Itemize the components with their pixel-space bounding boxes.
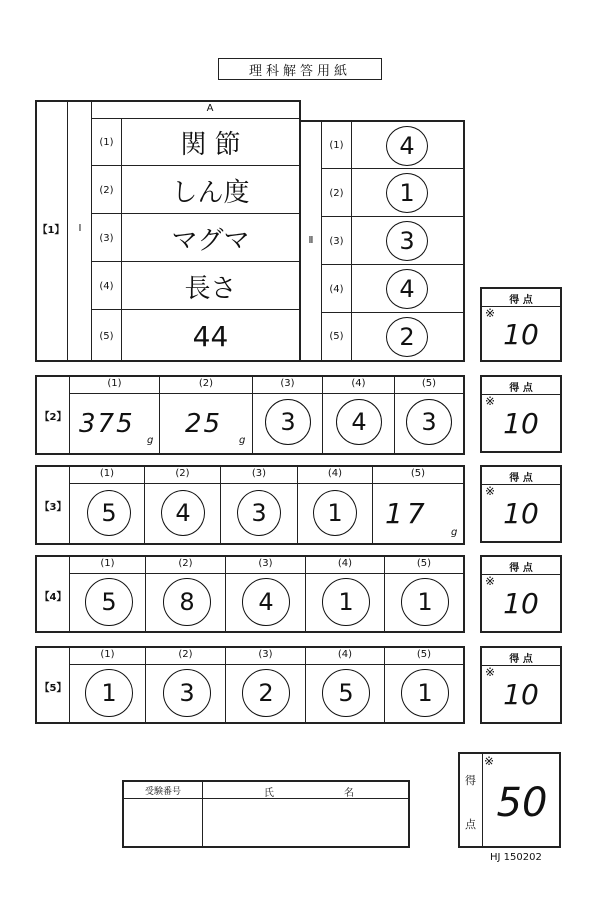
total-score-mark: ※	[484, 754, 495, 768]
q2-header-line	[70, 393, 463, 394]
name-field[interactable]	[204, 800, 406, 844]
q3-num: (3)	[251, 468, 267, 479]
q2-num: (5)	[421, 378, 437, 389]
q5-num: (5)	[416, 649, 432, 660]
q4-answer-circle: 8	[163, 578, 211, 626]
q3-score-box	[480, 465, 562, 543]
q3-answer: 17	[385, 497, 429, 530]
q2-num: (2)	[198, 378, 214, 389]
q5-answer-circle: 1	[401, 669, 449, 717]
q1-part2-num: (5)	[329, 331, 344, 342]
q1-part1-num: (5)	[99, 330, 114, 342]
q4-score-box	[480, 555, 562, 633]
q4-num: (4)	[337, 558, 353, 569]
page-title	[218, 58, 382, 80]
q1-part2-row	[322, 169, 463, 217]
question-5-block	[35, 646, 465, 724]
q5-score-value: 10	[503, 677, 539, 711]
q3-unit: g	[451, 527, 458, 538]
q3-num: (1)	[99, 468, 115, 479]
total-label-1: 得	[465, 774, 476, 787]
q1-part1-num: (4)	[99, 280, 114, 292]
q2-answer: 375	[79, 409, 135, 439]
question-4-block	[35, 555, 465, 633]
q1-part2-row	[322, 313, 463, 360]
q5-score-label: 得 点	[509, 654, 533, 665]
q2-unit: g	[239, 435, 246, 446]
q4-num: (1)	[100, 558, 115, 569]
q4-score-mark: ※	[485, 574, 496, 588]
q2-score-mark: ※	[485, 394, 496, 408]
q2-score-box	[480, 375, 562, 453]
q4-answer-circle: 1	[322, 578, 370, 626]
q4-num: (2)	[178, 558, 193, 569]
q2-score-label: 得 点	[509, 383, 533, 394]
q1-part2-answer-circle: 4	[386, 126, 428, 166]
q1-part2-num: (4)	[329, 283, 344, 295]
q1-part1-num: (1)	[99, 136, 114, 148]
total-score-box	[458, 752, 561, 848]
q1-part2-row	[322, 122, 463, 169]
q3-answer-circle: 1	[313, 490, 357, 536]
q1-part2-rows	[322, 122, 463, 360]
q1-part1-row	[92, 166, 299, 214]
q5-answer-circle: 3	[163, 669, 211, 717]
q4-answer-circle: 4	[242, 578, 290, 626]
q3-answer-circle: 4	[161, 490, 205, 536]
q4-header-line	[70, 573, 463, 574]
q4-score-label: 得 点	[509, 563, 533, 574]
q2-answer: 25	[185, 409, 223, 439]
q2-label: 【2】	[39, 411, 67, 423]
q2-answer-circle: 3	[406, 399, 452, 445]
q1-part1-answer: しん度	[171, 177, 250, 208]
q1-part1-label: Ⅰ	[78, 222, 82, 234]
q1-part1-row	[92, 262, 299, 310]
q5-num: (1)	[100, 649, 115, 660]
q1-score-mark: ※	[485, 306, 496, 320]
q5-num: (4)	[337, 649, 353, 660]
q1-right-edge	[299, 118, 300, 362]
q1-label: 【1】	[37, 224, 65, 236]
q5-answer-circle: 5	[322, 669, 370, 717]
question-3-block	[35, 465, 465, 545]
q1-score-label: 得 点	[509, 295, 533, 306]
q2-answer-circle: 3	[265, 399, 311, 445]
q1-part2-answer-circle: 3	[386, 221, 428, 261]
examinee-info-box	[122, 780, 410, 848]
q1-part2-answer-circle: 4	[386, 269, 428, 309]
info-col-line	[202, 782, 203, 846]
q1-part1-answer: マグマ	[171, 225, 250, 256]
q3-label: 【3】	[39, 501, 67, 513]
q1-score-value: 10	[503, 317, 539, 351]
q5-score-mark: ※	[485, 665, 496, 679]
q3-answer-circle: 5	[87, 490, 131, 536]
q3-score-value: 10	[503, 496, 539, 530]
q4-answer-circle: 5	[85, 578, 133, 626]
q4-num: (5)	[416, 558, 432, 569]
q3-score-mark: ※	[485, 484, 496, 498]
question-1-block	[35, 100, 465, 362]
q4-label: 【4】	[39, 591, 67, 603]
q1-part2-label: Ⅱ	[308, 234, 314, 246]
q5-num: (3)	[258, 649, 273, 660]
q1-part2-answer-circle: 2	[386, 317, 428, 357]
exam-number-label: 受験番号	[144, 787, 181, 797]
q5-answer-circle: 2	[242, 669, 290, 717]
total-score-value: 50	[496, 780, 548, 826]
q1-part2-num: (3)	[329, 235, 344, 247]
q1-part1-answer: 長さ	[184, 273, 237, 304]
q4-answer-circle: 1	[401, 578, 449, 626]
q2-num: (3)	[280, 378, 295, 389]
q1-part1-row	[92, 118, 299, 166]
question-2-block	[35, 375, 465, 455]
q3-num: (5)	[410, 468, 426, 479]
total-label-2: 点	[465, 818, 476, 831]
q1-part2-answer-circle: 1	[386, 173, 428, 213]
q5-score-box	[480, 646, 562, 724]
q1-part2-num: (1)	[329, 140, 344, 151]
q5-num: (2)	[178, 649, 193, 660]
q1-part1-answer: 44	[192, 319, 229, 353]
name-label-2: 名	[344, 788, 354, 799]
q1-part1-row	[92, 214, 299, 262]
q2-num: (4)	[351, 378, 366, 389]
q2-score-value: 10	[503, 406, 539, 440]
q3-score-label: 得 点	[509, 473, 533, 484]
q1-part1-row	[92, 310, 299, 362]
q3-num: (2)	[175, 468, 190, 479]
q1-score-box	[480, 287, 562, 362]
document-code: HJ 150202	[490, 852, 542, 863]
q3-answer-circle: 3	[237, 490, 281, 536]
exam-number-field[interactable]	[125, 800, 200, 844]
q1-part1-num: (3)	[99, 232, 114, 244]
q2-answer-circle: 4	[336, 399, 382, 445]
q5-header-line	[70, 664, 463, 665]
q1-part1-rows	[92, 118, 299, 362]
q5-answer-circle: 1	[85, 669, 133, 717]
q4-num: (3)	[258, 558, 273, 569]
q1-part2-num: (2)	[329, 187, 344, 199]
q1-part2-row	[322, 217, 463, 265]
q1-part1-num: (2)	[99, 184, 114, 196]
q3-num: (4)	[327, 468, 343, 479]
q3-header-line	[70, 483, 463, 484]
name-label-1: 氏	[264, 788, 274, 799]
q4-score-value: 10	[503, 586, 539, 620]
q1-col-header: A	[206, 103, 214, 114]
q1-part1-answer: 関 節	[180, 129, 241, 160]
q2-unit: g	[147, 435, 154, 446]
q1-part2-row	[322, 265, 463, 313]
page-title-text: 理科解答用紙	[248, 63, 351, 79]
q5-label: 【5】	[39, 682, 67, 694]
q2-num: (1)	[107, 378, 122, 389]
total-divider	[482, 754, 483, 846]
